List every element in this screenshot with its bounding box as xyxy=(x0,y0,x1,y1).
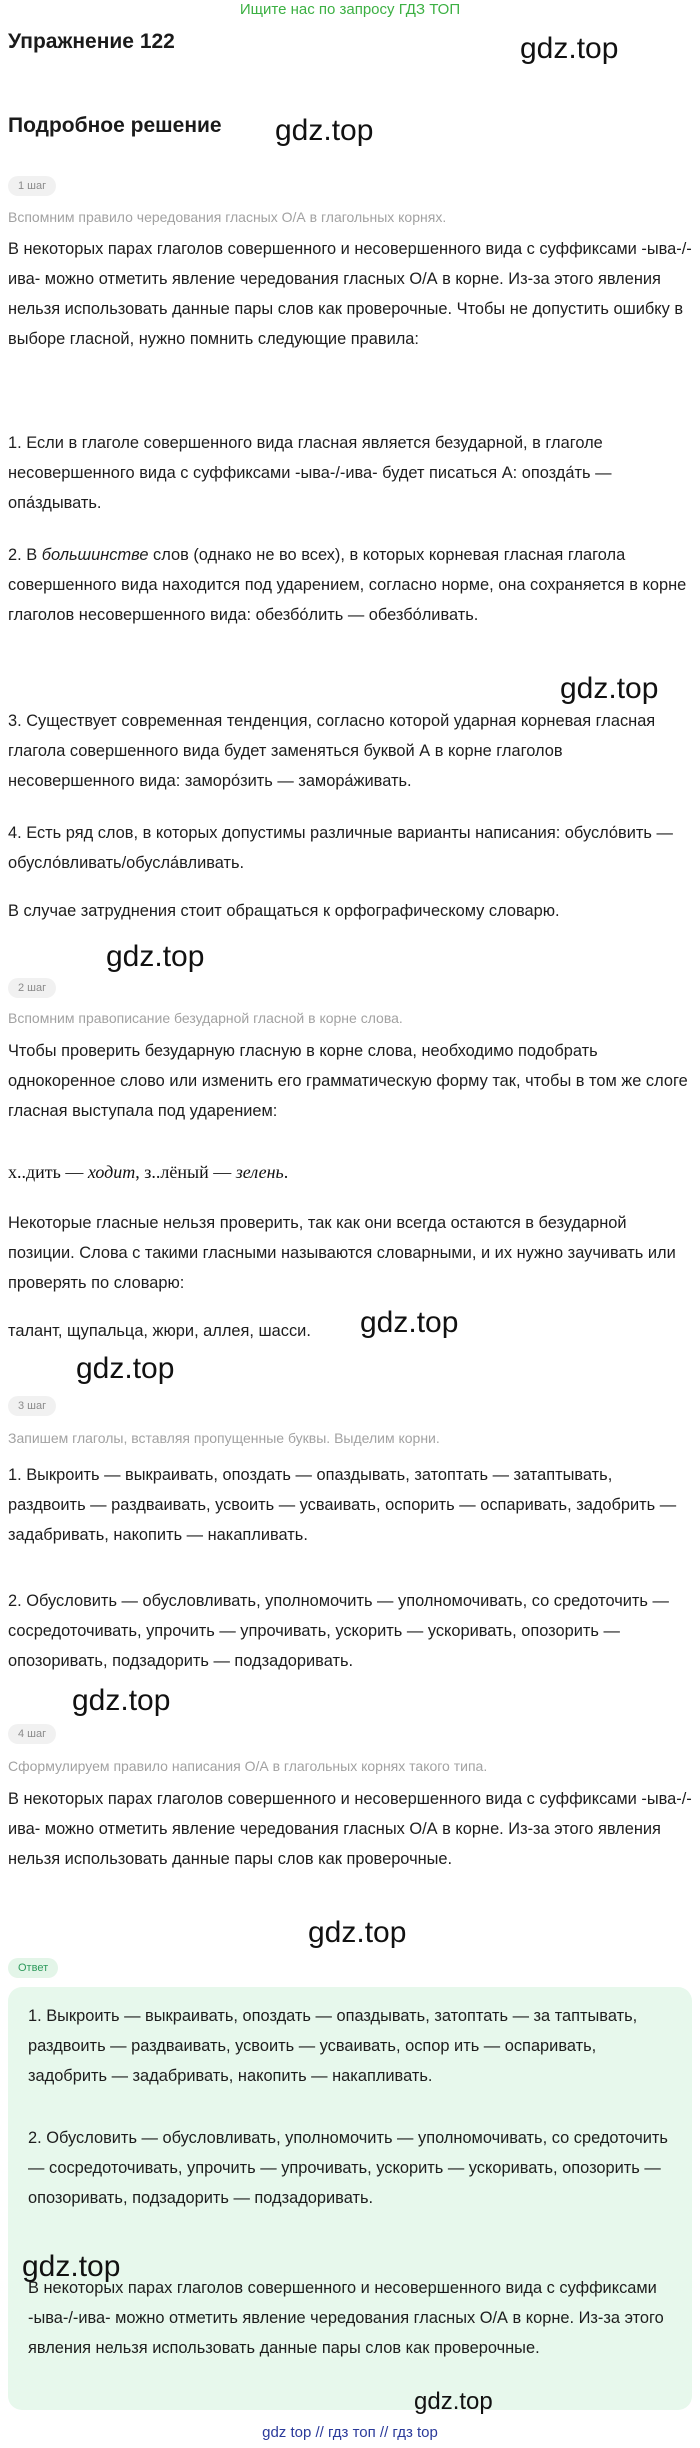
paragraph: В некоторых парах глаголов совершенного и несовершенного вида с суффиксами -ыва-/-ива- можно отметить явление чередования гласных О/А в корне. Из-за этого явления нельзя использовать данные пары слов как проверочные. xyxy=(8,1790,692,1868)
period: . xyxy=(283,1162,289,1182)
answer-badge: Ответ xyxy=(8,1958,58,1978)
dash: — xyxy=(213,1162,232,1182)
paragraph: Чтобы проверить безударную гласную в корне слова, необходимо подобрать однокоренное слово или изменить его грамматическую форму так, чтобы в том же слоге гласная выступала под ударением: xyxy=(8,1042,688,1120)
step-badge: 1 шаг xyxy=(8,176,56,196)
step-badge: 3 шаг xyxy=(8,1396,56,1416)
answer-box xyxy=(8,1987,692,2410)
watermark: gdz.top xyxy=(76,1352,175,1385)
word: з..лёный xyxy=(144,1162,209,1182)
step-badge: 4 шаг xyxy=(8,1724,56,1744)
step-hint: Запишем глаголы, вставляя пропущенные буквы. Выделим корни. xyxy=(8,1430,440,1446)
paragraph: В некоторых парах глаголов совершенного и несовершенного вида с суффиксами -ыва-/-ива- можно отметить явление чередования гласных О/А в корне. Из-за этого явления нельзя использовать данные пары слов как проверочные. Чтобы не допустить ошибку в выборе гласной, нужно помнить следующие правила: xyxy=(8,240,692,348)
word: зелень xyxy=(235,1162,284,1182)
paragraph: 3. Существует современная тенденция, согласно которой ударная корневая гласная глагола совершенного вида будет заменяться буквой А в корне глаголов несовершенного вида: заморо́зить — замора́живать. xyxy=(8,712,656,790)
paragraph: В некоторых парах глаголов совершенного и несовершенного вида с суффиксами -ыва-/-ива- можно отметить явление чередования гласных О/А в корне. Из-за этого явления нельзя использовать данные пары слов как проверочные. xyxy=(28,2279,664,2357)
word: ходит xyxy=(87,1162,136,1182)
footer-links[interactable]: gdz top // гдз топ // гдз top xyxy=(262,2424,438,2441)
paragraph: 4. Есть ряд слов, в которых допустимы различные варианты написания: обусло́вить — обусло́вливать/обусла́вливать. xyxy=(8,824,673,872)
example-line xyxy=(8,1162,288,1183)
paragraph: Некоторые гласные нельзя проверить, так как они всегда остаются в безударной позиции. Слова с такими гласными называются словарными, и их нужно заучивать или проверять по словарю: xyxy=(8,1214,676,1292)
watermark: gdz.top xyxy=(360,1306,459,1339)
paragraph: талант, щупальца, жюри, аллея, шасси. xyxy=(8,1322,311,1340)
paragraph: 2. Обусловить — обусловливать, уполномочить — уполномочивать, со средоточить — сосредоточивать, упрочить — упрочивать, ускорить — ускоривать, опозорить — опозоривать, подзадорить — подзадоривать. xyxy=(28,2129,668,2207)
text-fragment: 2. В xyxy=(8,546,42,564)
step-hint: Вспомним правописание безударной гласной в корне слова. xyxy=(8,1010,403,1026)
watermark: gdz.top xyxy=(560,672,659,705)
comma: , xyxy=(135,1162,140,1182)
paragraph: 2. Обусловить — обусловливать, уполномочить — уполномочивать, со средоточить — сосредоточивать, упрочить — упрочивать, ускорить — ускоривать, опозорить — опозоривать, подзадорить — подзадоривать. xyxy=(8,1592,669,1670)
paragraph: 1. Если в глаголе совершенного вида гласная является безударной, в глаголе несовершенного вида с суффиксами -ыва-/-ива- будет писаться А: опозда́ть — опа́здывать. xyxy=(8,434,612,512)
dash: — xyxy=(65,1162,84,1182)
watermark: gdz.top xyxy=(72,1684,171,1717)
watermark: gdz.top xyxy=(520,32,619,65)
paragraph xyxy=(8,540,692,630)
step-hint: Сформулируем правило написания О/А в глагольных корнях такого типа. xyxy=(8,1758,488,1774)
watermark: gdz.top xyxy=(308,1916,407,1949)
paragraph: 1. Выкроить — выкраивать, опоздать — опаздывать, затоптать — затаптывать, раздвоить — раздваивать, усвоить — усваивать, оспорить — оспаривать, задобрить — задабривать, накопить — накапливать. xyxy=(8,1466,677,1544)
page-title: Упражнение 122 xyxy=(8,30,175,53)
solution-heading: Подробное решение xyxy=(8,114,222,137)
step-badge: 2 шаг xyxy=(8,978,56,998)
watermark: gdz.top xyxy=(106,940,205,973)
watermark: gdz.top xyxy=(22,2250,121,2283)
watermark: gdz.top xyxy=(275,114,374,147)
watermark: gdz.top xyxy=(414,2388,493,2415)
text-fragment: слов (однако не во всех), в которых корневая гласная глагола совершенного вида находится под ударением, согласно норме, она сохраняется в корне глаголов несовершенного вида: обезбо́лить — обезбо́ливать. xyxy=(8,546,687,624)
emphasis: большинстве xyxy=(41,546,149,564)
word: х..дить xyxy=(8,1162,61,1182)
top-banner-link[interactable]: Ищите нас по запросу ГДЗ ТОП xyxy=(239,1,461,18)
paragraph: В случае затруднения стоит обращаться к орфографическому словарю. xyxy=(8,902,560,920)
step-hint: Вспомним правило чередования гласных О/А в глагольных корнях. xyxy=(8,209,447,225)
paragraph: 1. Выкроить — выкраивать, опоздать — опаздывать, затоптать — за таптывать, раздвоить — раздваивать, усвоить — усваивать, оспор ить — оспаривать, задобрить — задабривать, накопить — накапливать. xyxy=(28,2007,638,2085)
